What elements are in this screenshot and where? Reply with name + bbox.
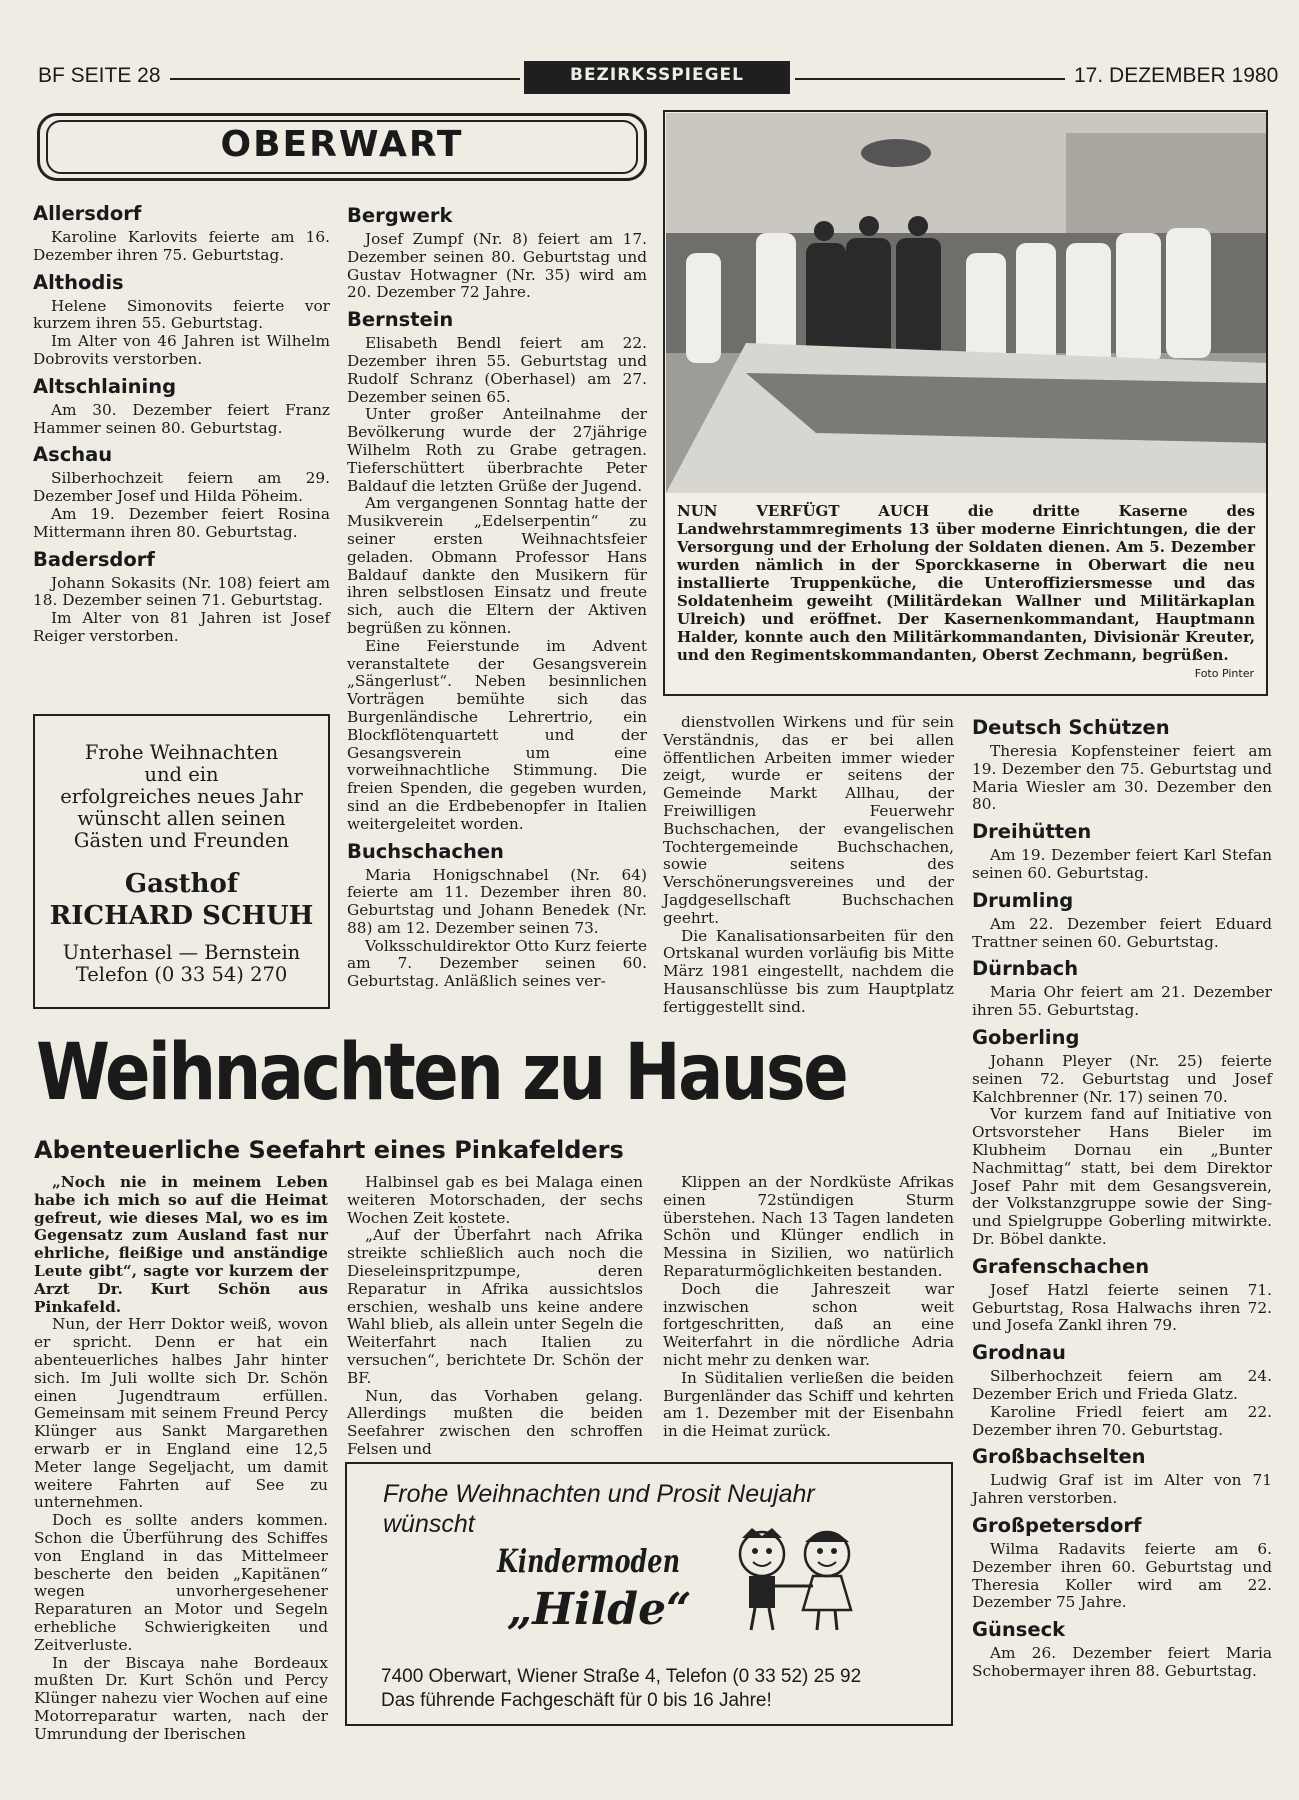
place-heading: Aschau (33, 443, 113, 467)
news-paragraph: Am vergangenen Sonntag hatte der Musikverein „Edelserpentin“ zu seiner ersten Weihnachtsfeier geladen. Obmann Professor Hans Baldauf dankte den Musikern für ihren selbstlosen Einsatz und freute sich, auch die Eltern der Aktiven begrüßen zu können. (347, 494, 647, 637)
news-paragraph: Am 26. Dezember feiert Maria Schobermayer ihren 88. Geburtstag. (972, 1644, 1272, 1680)
page-number: BF SEITE 28 (38, 64, 161, 87)
news-paragraph: Wilma Radavits feierte am 6. Dezember ihren 60. Geburtstag und Theresia Koller wird am 22. Dezember 75 Jahre. (972, 1539, 1272, 1612)
place-heading: Allersdorf (33, 202, 142, 225)
masthead-title: BEZIRKSSPIEGEL (569, 65, 744, 85)
news-paragraph: Josef Hatzl feierte seinen 71. Geburtstag, Rosa Halwachs ihren 72. und Josefa Zankl ihren 79. (972, 1280, 1272, 1335)
gasthof-greeting-3: erfolgreiches neues Jahr (60, 785, 303, 808)
news-paragraph: Am 19. Dezember feiert Karl Stefan seinen 60. Geburtstag. (972, 846, 1272, 882)
section-title: OBERWART (220, 124, 464, 165)
place-heading: Großpetersdorf (972, 1513, 1142, 1537)
news-paragraph: Ludwig Graf ist im Alter von 71 Jahren verstorben. (972, 1471, 1272, 1508)
photo-box (663, 110, 1268, 696)
news-paragraph: Johann Pleyer (Nr. 25) feierte seinen 72. Geburtstag und Josef Kalchbrenner (Nr. 17) seinen 70. (972, 1051, 1272, 1106)
column-1 (33, 196, 330, 646)
place-heading: Grodnau (972, 1341, 1066, 1365)
place-heading: Dürnbach (972, 957, 1079, 981)
gasthof-greeting-4: wünscht allen seinen (77, 807, 286, 830)
news-paragraph: Silberhochzeit feiern am 24. Dezember Erich und Frieda Glatz. (972, 1367, 1272, 1403)
column-4 (972, 710, 1272, 1681)
story-column-2 (347, 1174, 643, 1459)
news-paragraph: Maria Honigschnabel (Nr. 64) feierte am 11. Dezember ihren 80. Geburtstag und Johann Benedek (Nr. 88) am 12. Dezember seinen 73. (347, 865, 647, 937)
story-paragraph: „Auf der Überfahrt nach Afrika streikte schließlich auch noch die Dieseleinspritzpumpe, deren Reparatur in Afrika aussichtslos erschien, weshalb uns keine andere Wahl blieb, als allein unter Segeln die Weiterfahrt nach Italien zu versuchen“, berichtete Dr. Schön der BF. (347, 1226, 643, 1387)
story-paragraph: Doch die Jahreszeit war inzwischen schon weit fortgeschritten, daß an eine Weiterfahrt in die nördliche Adria nicht mehr zu denken war. (663, 1279, 954, 1369)
gasthof-name-1: Gasthof (124, 869, 239, 899)
place-heading: Althodis (33, 270, 124, 294)
news-paragraph: Eine Feierstunde im Advent veranstaltete der Gesangsverein „Sängerlust“. Neben besinnlichen Vorträgen bemühte sich das Burgenländische Lehrertrio, ein Blockflötenquartett und der Gesangsverein um eine vorweihnachtliche Stimmung. Die freien Spenden, die gegeben wurden, sind an die Erdbebenopfer in Italien weitergeleitet worden. (347, 636, 647, 833)
hilde-slogan: Das führende Fachgeschäft für 0 bis 16 Jahre! (381, 1690, 772, 1711)
news-paragraph: Johann Sokasits (Nr. 108) feiert am 18. Dezember seinen 71. Geburtstag. (33, 573, 330, 610)
news-paragraph: Karoline Karlovits feierte am 16. Dezember ihren 75. Geburtstag. (33, 228, 330, 264)
place-heading: Bergwerk (347, 204, 453, 227)
kindermoden-ad (345, 1462, 953, 1726)
hilde-greeting-1: Frohe Weihnachten und Prosit Neujahr (383, 1480, 815, 1508)
header-rule-left (170, 78, 520, 80)
story-paragraph: In der Biscaya nahe Bordeaux mußten Dr. Kurt Schön und Percy Klünger nahezu vier Wochen auf eine Motorreparatur warten, nach der Umrundung der Iberischen (34, 1653, 328, 1743)
news-paragraph: Unter großer Anteilnahme der Bevölkerung wurde der 27jährige Wilhelm Roth zu Grabe getragen. Tieferschüttert überbrachte Peter Baldauf die letzten Grüße der Jugend. (347, 405, 647, 495)
news-paragraph: Josef Zumpf (Nr. 8) feiert am 17. Dezember seinen 80. Geburtstag und Gustav Hotwagner (Nr. 35) wird am 20. Dezember 72 Jahre. (347, 230, 647, 302)
photo-caption: NUN VERFÜGT AUCH die dritte Kaserne des Landwehrstammregiments 13 über moderne Einrichtungen, die der Versorgung und der Erholung der Soldaten dienen. Am 5. Dezember wurden nämlich in der Sporckkaserne in Oberwart die neu installierte Truppenküche, die Unteroffiziersmesse und das Soldatenheim geweiht (Militärdekan Wallner und Militärkaplan Ulreich) und eröffnet. Der Kasernenkommandant, Hauptmann Halder, konnte auch den Militärkommandanten, Divisionär Kreuter, und den Regimentskommandanten, Oberst Zechmann, begrüßen. (677, 502, 1255, 664)
story-column-1 (34, 1174, 328, 1744)
news-paragraph: Karoline Friedl feiert am 22. Dezember ihren 70. Geburtstag. (972, 1402, 1272, 1439)
news-paragraph: Vor kurzem fand auf Initiative von Ortsvorsteher Hans Bieler im Klubheim Dornau ein „Bunter Nachmittag“ statt, bei dem Direktor Josef Pahr mit dem Gesangsverein, der Volkstanzgruppe sowie der Sing- und Spielgruppe Goberling mitwirkte. Dr. Böbel dankte. (972, 1105, 1272, 1248)
place-heading: Grafenschachen (972, 1254, 1150, 1278)
place-heading: Badersdorf (33, 547, 155, 571)
news-paragraph: dienstvollen Wirkens und für sein Verständnis, das er bei allen öffentlichen Arbeiten immer wieder zeigt, wurde er seitens der Gemeinde Markt Allhau, der Freiwilligen Feuerwehr Buchschachen, der evangelischen Tochtergemeinde Buchschachen, sowie seitens des Verschönerungsvereines und der Jagdgesellschaft Buchschachen geehrt. (663, 713, 954, 927)
gasthof-ad (33, 714, 330, 1009)
news-paragraph: Die Kanalisationsarbeiten für den Ortskanal wurden vorläufig bis Mitte März 1981 eingestellt, nachdem die Hausanschlüsse bis zum Hauptplatz fertiggestellt sind. (663, 926, 954, 1016)
hilde-brand-2: „Hilde“ (507, 1584, 692, 1635)
column-2 (347, 198, 647, 991)
place-heading: Dreihütten (972, 820, 1092, 844)
news-paragraph: Helene Simonovits feierte vor kurzem ihren 55. Geburtstag. (33, 296, 330, 333)
story-paragraph: In Süditalien verließen die beiden Burgenländer das Schiff und kehrten am 1. Dezember mit der Eisenbahn in die Heimat zurück. (663, 1368, 954, 1441)
story-column-3 (663, 1174, 954, 1441)
news-paragraph: Am 19. Dezember feiert Rosina Mittermann ihren 80. Geburtstag. (33, 504, 330, 541)
story-paragraph: Nun, der Herr Doktor weiß, wovon er spricht. Denn er hat ein abenteuerliches halbes Jahr hinter sich. Im Juli wollte sich Dr. Schön einen Jugendtraum erfüllen. Gemeinsam mit seinem Freund Percy Klünger aus Sankt Margarethen erwarb er in England eine 12,5 Meter lange Segeljacht, um damit weitere Fahrten auf See zu unternehmen. (34, 1315, 328, 1512)
story-paragraph: Halbinsel gab es bei Malaga einen weiteren Motorschaden, der sechs Wochen Zeit kostete. (347, 1173, 643, 1227)
story-paragraph: Nun, das Vorhaben gelang. Allerdings mußten die beiden Seefahrer zwischen den schroffen Felsen und (347, 1386, 643, 1458)
place-heading: Altschlaining (33, 374, 177, 398)
story-subhead: Abenteuerliche Seefahrt eines Pinkafelders (34, 1136, 624, 1164)
news-paragraph: Elisabeth Bendl feiert am 22. Dezember ihren 55. Geburtstag und Rudolf Schranz (Oberhasel) am 27. Dezember seinen 65. (347, 334, 647, 406)
news-paragraph: Volksschuldirektor Otto Kurz feierte am 7. Dezember seinen 60. Geburtstag. Anläßlich seines ver- (347, 936, 647, 991)
news-paragraph: Im Alter von 46 Jahren ist Wilhelm Dobrovits verstorben. (33, 332, 330, 368)
story-headline: Weihnachten zu Hause (36, 1028, 847, 1118)
photo-credit: Foto Pinter (1194, 667, 1254, 680)
gasthof-greeting-1: Frohe Weihnachten (84, 741, 279, 764)
children-illustration (717, 1526, 867, 1636)
place-heading: Bernstein (347, 308, 454, 332)
column-3 (663, 714, 954, 1017)
story-paragraph: Doch es sollte anders kommen. Schon die Überführung des Schiffes von England in das Mittelmeer bescherte den beiden „Kapitänen“ wegen unvorhergesehener Reparaturen an Motor und Segeln erhebliche Schwierigkeiten und Zeitverluste. (34, 1511, 328, 1654)
place-heading: Günseck (972, 1618, 1066, 1642)
story-paragraph: „Noch nie in meinem Leben habe ich mich so auf die Heimat gefreut, wie dieses Mal, wo es im Gegensatz zum Ausland fast nur ehrliche, fleißige und anständige Leute gibt“, sagte vor kurzem der Arzt Dr. Kurt Schön aus Pinkafeld. (34, 1173, 328, 1316)
story-paragraph: Klippen an der Nordküste Afrikas einen 72stündigen Sturm überstehen. Nach 13 Tagen landeten Schön und Klünger endlich in Messina in Sizilien, wo natürlich Reparaturmöglichkeiten bestanden. (663, 1173, 954, 1280)
news-paragraph: Am 22. Dezember feiert Eduard Trattner seinen 60. Geburtstag. (972, 914, 1272, 951)
place-heading: Buchschachen (347, 839, 504, 863)
news-paragraph: Maria Ohr feiert am 21. Dezember ihren 55. Geburtstag. (972, 983, 1272, 1020)
place-heading: Goberling (972, 1025, 1080, 1049)
place-heading: Deutsch Schützen (972, 716, 1170, 739)
gasthof-phone: Telefon (0 33 54) 270 (75, 963, 288, 986)
gasthof-greeting-2: und ein (144, 763, 219, 786)
gasthof-greeting-5: Gästen und Freunden (73, 829, 290, 852)
news-paragraph: Am 30. Dezember feiert Franz Hammer seinen 80. Geburtstag. (33, 400, 330, 437)
hilde-greeting-2: wünscht (383, 1510, 475, 1538)
photo-image (666, 113, 1266, 493)
gasthof-address: Unterhasel — Bernstein (62, 941, 301, 964)
hilde-brand-1: Kindermoden (497, 1542, 681, 1580)
issue-date: 17. DEZEMBER 1980 (1074, 64, 1279, 87)
place-heading: Drumling (972, 888, 1074, 912)
header-rule-right (795, 78, 1065, 80)
hilde-address: 7400 Oberwart, Wiener Straße 4, Telefon (0 33 52) 25 92 (381, 1666, 862, 1687)
gasthof-name-2: RICHARD SCHUH (49, 901, 314, 931)
news-paragraph: Im Alter von 81 Jahren ist Josef Reiger verstorben. (33, 609, 330, 645)
place-heading: Großbachselten (972, 1445, 1146, 1469)
news-paragraph: Theresia Kopfensteiner feiert am 19. Dezember den 75. Geburtstag und Maria Wiesler am 30. Dezember den 80. (972, 742, 1272, 814)
news-paragraph: Silberhochzeit feiern am 29. Dezember Josef und Hilda Pöheim. (33, 469, 330, 506)
